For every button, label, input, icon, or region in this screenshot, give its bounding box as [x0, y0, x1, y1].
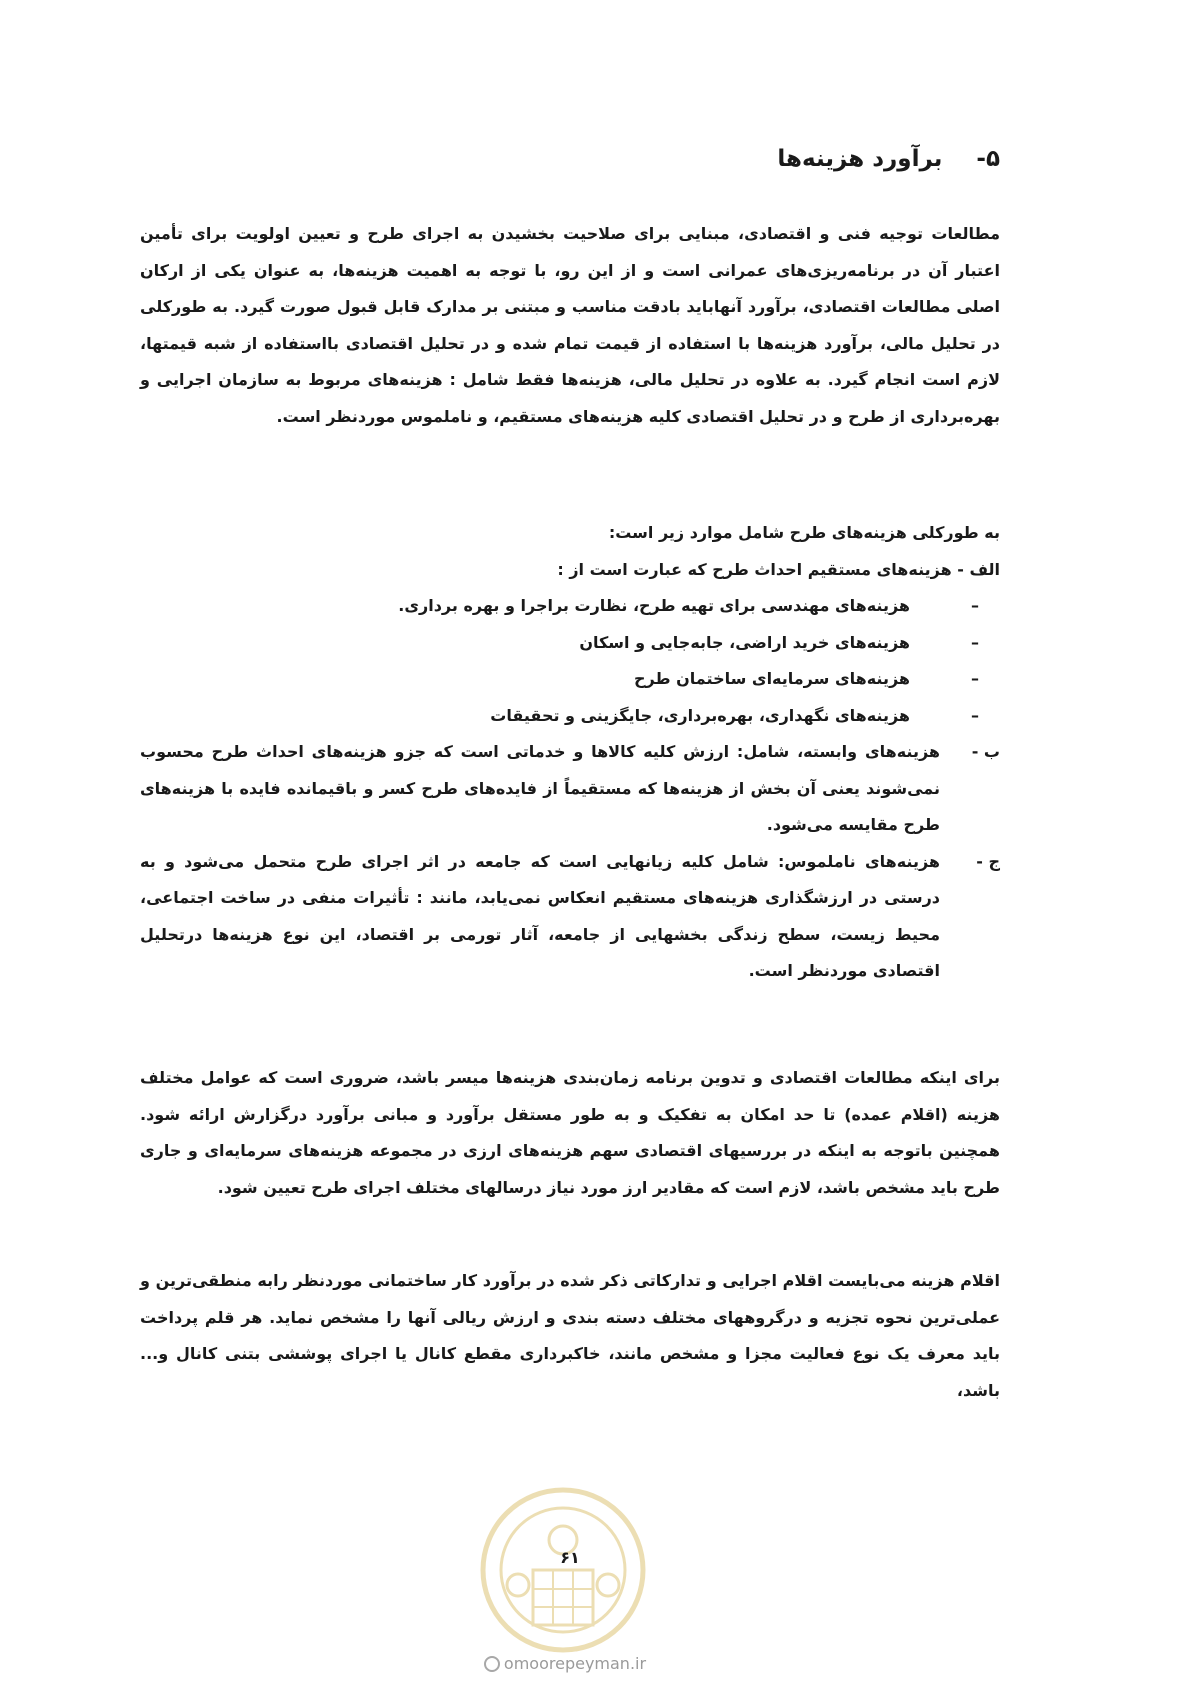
- dash-marker: –: [971, 669, 979, 688]
- item-text: هزینه‌های ناملموس: شامل کلیه زیانهایی است که جامعه در اثر اجرای طرح متحمل می‌شود و به درستی در ارزشگذاری هزینه‌های مستقیم انعکاس نمی‌یابد، مانند : تأثیرات منفی در ساخت اجتماعی، محیط زیست، سطح زندگی بخشهایی از جامعه، آثار تورمی بر اقتصاد، این نوع هزینه‌ها درتحلیل اقتصادی موردنظر است.: [140, 851, 940, 980]
- paragraph-intro: مطالعات توجیه فنی و اقتصادی، مبنایی برای صلاحیت بخشیدن به اجرای طرح و تعیین اولویت برای تأمین اعتبار آن در برنامه‌ریزی‌های عمرانی است و از این رو، با توجه به اهمیت هزینه‌ها، به عنوان یکی از ارکان اصلی مطالعات اقتصادی، برآورد آنهاباید بادقت مناسب و مبتنی بر مدارک قابل قبول صورت گیرد. به طورکلی در تحلیل مالی، برآورد هزینه‌ها با استفاده از قیمت تمام شده و در تحلیل اقتصادی بااستفاده از شبه قیمتها، لازم است انجام گیرد. به علاوه در تحلیل مالی، هزینه‌ها فقط شامل : هزینه‌های مربوط به سازمان اجرایی و بهره‌برداری از طرح و در تحلیل اقتصادی کلیه هزینه‌های مستقیم، و ناملموس موردنظر است.: [140, 224, 1000, 426]
- item-marker: ج -: [976, 851, 1000, 871]
- bullet-text: هزینه‌های سرمایه‌ای ساختمان طرح: [634, 669, 910, 688]
- section-title: برآورد هزینه‌ها: [777, 146, 943, 172]
- page-number: ۶۱: [560, 1548, 580, 1567]
- dash-marker: –: [971, 705, 979, 725]
- list-item-jim: [140, 844, 1000, 990]
- bullet-text: هزینه‌های مهندسی برای تهیه طرح، نظارت براجرا و بهره برداری.: [398, 596, 910, 615]
- watermark-site-text: omoorepeyman.ir: [503, 1654, 647, 1673]
- dash-marker: –: [971, 596, 979, 615]
- list-intro: به طورکلی هزینه‌های طرح شامل موارد زیر است:: [608, 523, 1000, 542]
- bullet-item: [140, 625, 1000, 662]
- item-text: هزینه‌های وابسته، شامل: ارزش کلیه کالاها و خدماتی است که جزو هزینه‌های احداث طرح محسوب نمی‌شوند یعنی آن بخش از هزینه‌ها که مستقیماً از فایده‌های طرح کسر و باقیمانده فایده با هزینه‌های طرح مقایسه می‌شود.: [140, 742, 940, 834]
- bullet-text: هزینه‌های نگهداری، بهره‌برداری، جایگزینی و تحقیقات: [490, 705, 910, 725]
- paragraph-items: اقلام هزینه می‌بایست اقلام اجرایی و تدارکاتی ذکر شده در برآورد کار ساختمانی موردنظر رابه منطقی‌ترین و عملی‌ترین نحوه تجزیه و درگروههای مختلف دسته بندی و ارزش ریالی آنها را مشخص نماید. هر قلم پرداخت باید معرف یک نوع فعالیت مجزا و مشخص مانند، خاکبرداری مقطع کانال یا اجرای پوششی بتنی کانال و... باشد،: [140, 1271, 1000, 1400]
- dash-marker: –: [971, 632, 979, 652]
- item-marker: ب -: [971, 742, 1000, 761]
- list-item-be: [140, 734, 1000, 844]
- paragraph-breakdown: برای اینکه مطالعات اقتصادی و تدوین برنامه زمان‌بندی هزینه‌ها میسر باشد، ضروری است که عوامل مختلف هزینه (اقلام عمده) تا حد امکان به تفکیک و به طور مستقل برآورد و مبانی برآورد درگزارش ارائه شود. همچنین باتوجه به اینکه در بررسیهای اقتصادی سهم هزینه‌های ارزی در مجموعه هزینه‌های سرمایه‌ای و جاری طرح باید مشخص باشد، لازم است که مقادیر ارز مورد نیاز درسالهای مختلف اجرای طرح تعیین شود.: [140, 1068, 1000, 1197]
- list-item-alef: الف - هزینه‌های مستقیم احداث طرح که عبارت است از :: [557, 559, 1000, 579]
- cost-list: [140, 515, 1000, 990]
- bullet-text: هزینه‌های خرید اراضی، جابه‌جایی و اسکان: [579, 632, 910, 652]
- watermark-logo: [478, 1485, 648, 1655]
- watermark-site: [0, 1654, 1130, 1673]
- section-heading: [777, 146, 1000, 172]
- bullet-item: [140, 661, 1000, 698]
- bullet-item: [140, 698, 1000, 735]
- bullet-item: [140, 588, 1000, 625]
- section-number: ۵-: [976, 146, 1000, 172]
- globe-icon: [484, 1656, 500, 1672]
